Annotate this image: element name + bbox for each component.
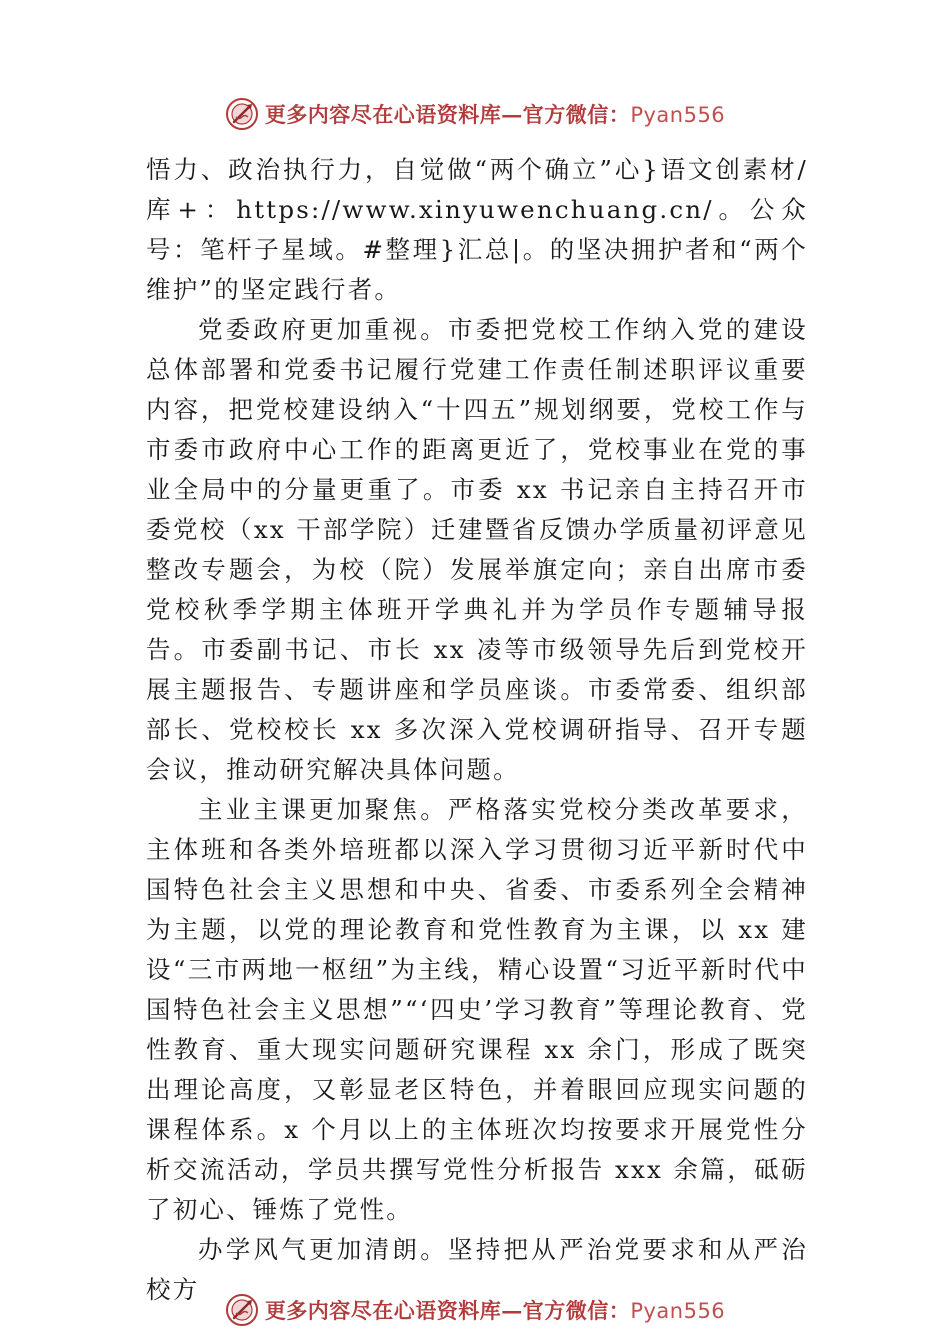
banner-text-cn: 更多内容尽在心语资料库—官方微信：: [264, 102, 631, 127]
logo-icon: [225, 97, 259, 131]
paragraph-2: 党委政府更加重视。市委把党校工作纳入党的建设总体部署和党委书记履行党建工作责任制述职评议重要内容，把党校建设纳入“十四五”规划纲要，党校工作与市委市政府中心工作的距离更近了，党校事业在党的事业全局中的分量更重了。市委 xx 书记亲自主持召开市委党校（xx 干部学院）迁建暨省反馈办学质量初评意见整改专题会，为校（院）发展举旗定向；亲自出席市委党校秋季学期主体班开学典礼并为学员作专题辅导报告。市委副书记、市长 xx 凌等市级领导先后到党校开展主题报告、专题讲座和学员座谈。市委常委、组织部部长、党校校长 xx 多次深入党校调研指导、召开专题会议，推动研究解决具体问题。: [146, 315, 808, 784]
banner-wechat-id: Pyan556: [630, 103, 726, 127]
banner-wechat-id: Pyan556: [630, 1299, 726, 1323]
paragraph-3: 主业主课更加聚焦。严格落实党校分类改革要求，主体班和各类外培班都以深入学习贯彻习近平新时代中国特色社会主义思想和中央、省委、市委系列全会精神为主题，以党的理论教育和党性教育为主课，以 xx 建设“三市两地一枢纽”为主线，精心设置“习近平新时代中国特色社会主义思想”“‘四史’学习教育”等理论教育、党性教育、重大现实问题研究课程 xx 余门，形成了既突出理论高度，又彰显老区特色，并着眼回应现实问题的课程体系。x 个月以上的主体班次均按要求开展党性分析交流活动，学员共撰写党性分析报告 xxx 余篇，砥砺了初心、锤炼了党性。: [146, 795, 808, 1224]
paragraph-4: 办学风气更加清朗。坚持把从严治党要求和从严治校方: [146, 1235, 808, 1304]
banner-text-cn: 更多内容尽在心语资料库—官方微信：: [264, 1298, 631, 1323]
logo-icon: [225, 1293, 259, 1327]
footer-banner: [0, 1290, 950, 1330]
document-body: [146, 150, 808, 1310]
banner-text: [265, 1295, 725, 1325]
header-banner: [0, 94, 950, 134]
banner-text: [265, 99, 725, 129]
paragraph-1: 悟力、政治执行力，自觉做“两个确立”心}语文创素材/库+：https://www.xinyuwenchuang.cn/。公众号：笔杆子星域。#整理}汇总|。的坚决拥护者和“两个维护”的坚定践行者。: [146, 155, 808, 304]
